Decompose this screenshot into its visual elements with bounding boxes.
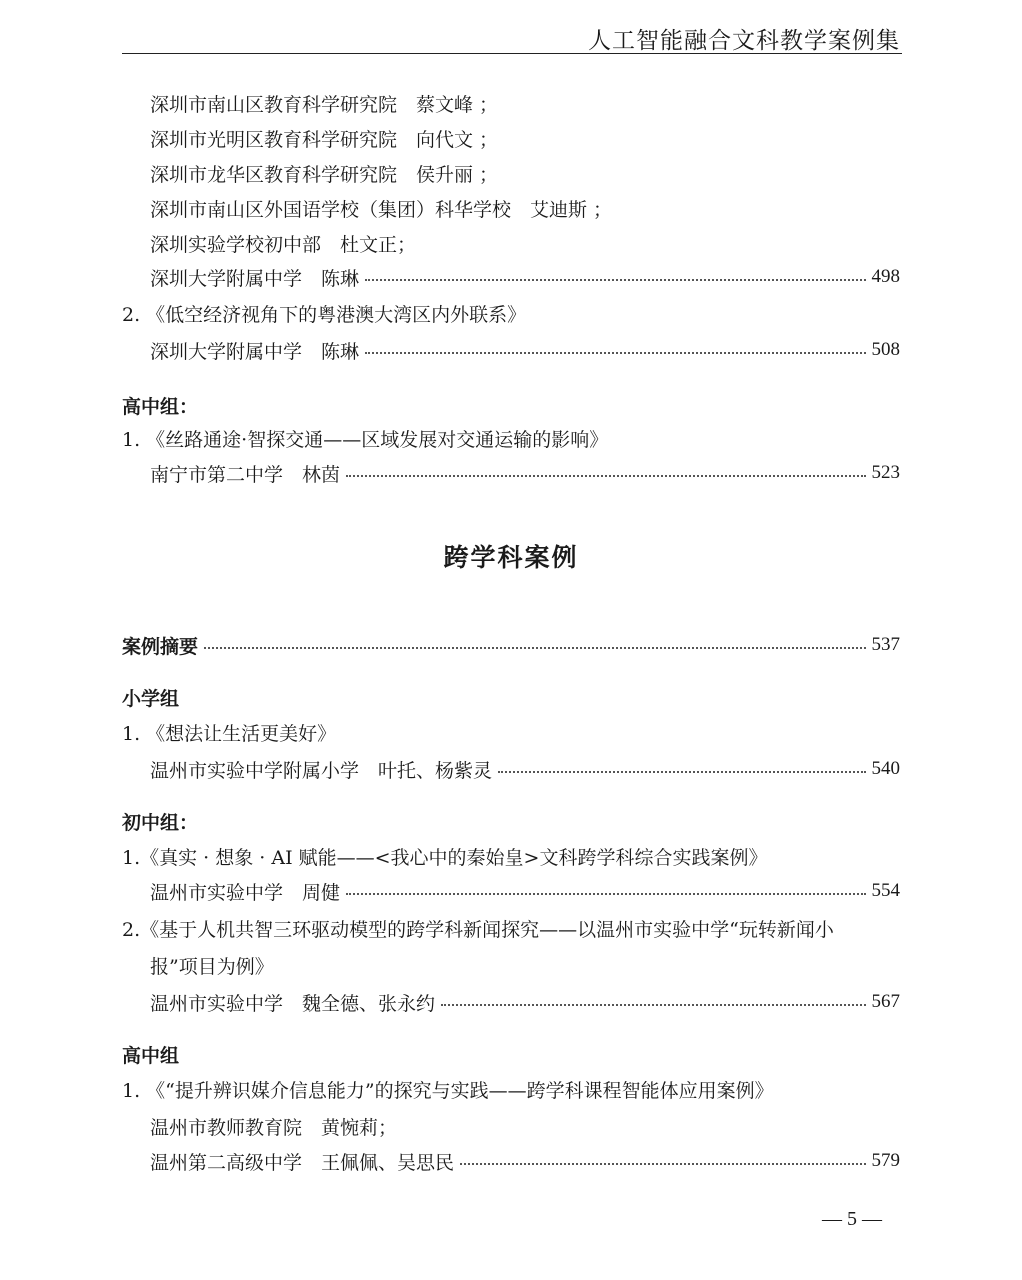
author-line: 深圳市光明区教育科学研究院 向代文 ； (150, 128, 499, 151)
book-title: 人工智能融合文科教学案例集 (588, 28, 900, 54)
group-label-high-school: 高中组 (122, 1045, 180, 1067)
toc-entry-author[interactable] (150, 876, 900, 906)
entry-author: 南宁市第二中学 林茵 (150, 463, 341, 486)
summary-label: 案例摘要 (122, 635, 199, 658)
page-number: 567 (871, 991, 900, 1012)
leader-dots (460, 1163, 865, 1165)
author-line: 深圳市南山区外国语学校（集团）科华学校 艾迪斯 ； (150, 198, 613, 221)
entry-author: 温州市实验中学 周健 (150, 881, 341, 904)
page-number: 554 (871, 880, 900, 901)
toc-entry-title[interactable]: 1. 《丝路通途·智探交通——区域发展对交通运输的影响》 (122, 428, 609, 451)
page-header (122, 20, 902, 54)
author-line: 深圳实验学校初中部 杜文正； (150, 233, 417, 256)
entry-author: 温州市实验中学附属小学 叶托、杨紫灵 (150, 759, 493, 782)
entry-author: 温州第二高级中学 王佩佩、吴思民 (150, 1151, 455, 1174)
toc-entry-author[interactable] (150, 987, 900, 1017)
page-footer-number: — 5 — (822, 1208, 882, 1230)
page-number: 537 (871, 634, 900, 655)
entry-author: 深圳大学附属中学 陈琳 (150, 267, 360, 290)
leader-dots (204, 647, 865, 649)
page-number: 508 (871, 339, 900, 360)
toc-entry-author[interactable] (150, 1146, 900, 1176)
page-number: 540 (871, 758, 900, 779)
toc-entry-author[interactable] (150, 335, 900, 365)
page-number: 498 (871, 266, 900, 287)
leader-dots (346, 893, 865, 895)
toc-entry-title[interactable]: 1.《真实 · 想象 · AI 赋能——<我心中的秦始皇>文科跨学科综合实践案例》 (122, 846, 768, 869)
toc-entry-title[interactable]: 2.《基于人机共智三环驱动模型的跨学科新闻探究——以温州市实验中学“玩转新闻小 (122, 918, 834, 941)
group-label-primary: 小学组 (122, 688, 180, 710)
toc-entry-title[interactable]: 1. 《“提升辨识媒介信息能力”的探究与实践——跨学科课程智能体应用案例》 (122, 1079, 774, 1102)
author-line: 温州市教师教育院 黄惋莉； (150, 1116, 398, 1139)
toc-entry-author[interactable] (150, 262, 900, 292)
page-number: 579 (871, 1150, 900, 1171)
toc-entry-title-continued[interactable]: 报”项目为例》 (150, 955, 274, 978)
entry-author: 深圳大学附属中学 陈琳 (150, 340, 360, 363)
leader-dots (498, 771, 865, 773)
group-label-middle-school: 初中组： (122, 812, 199, 834)
page-number: 523 (871, 462, 900, 483)
section-title: 跨学科案例 (443, 543, 579, 572)
leader-dots (346, 475, 865, 477)
author-line: 深圳市南山区教育科学研究院 蔡文峰 ； (150, 93, 499, 116)
author-line: 深圳市龙华区教育科学研究院 侯升丽 ； (150, 163, 499, 186)
toc-entry-title[interactable]: 1. 《想法让生活更美好》 (122, 722, 337, 745)
leader-dots (365, 279, 865, 281)
toc-entry-author[interactable] (150, 754, 900, 784)
toc-entry-author[interactable] (150, 458, 900, 488)
group-label-high-school: 高中组： (122, 396, 199, 418)
entry-author: 温州市实验中学 魏全德、张永约 (150, 992, 436, 1015)
leader-dots (365, 352, 865, 354)
toc-entry-summary[interactable] (122, 630, 900, 660)
toc-entry-title[interactable]: 2. 《低空经济视角下的粤港澳大湾区内外联系》 (122, 303, 527, 326)
leader-dots (441, 1004, 865, 1006)
